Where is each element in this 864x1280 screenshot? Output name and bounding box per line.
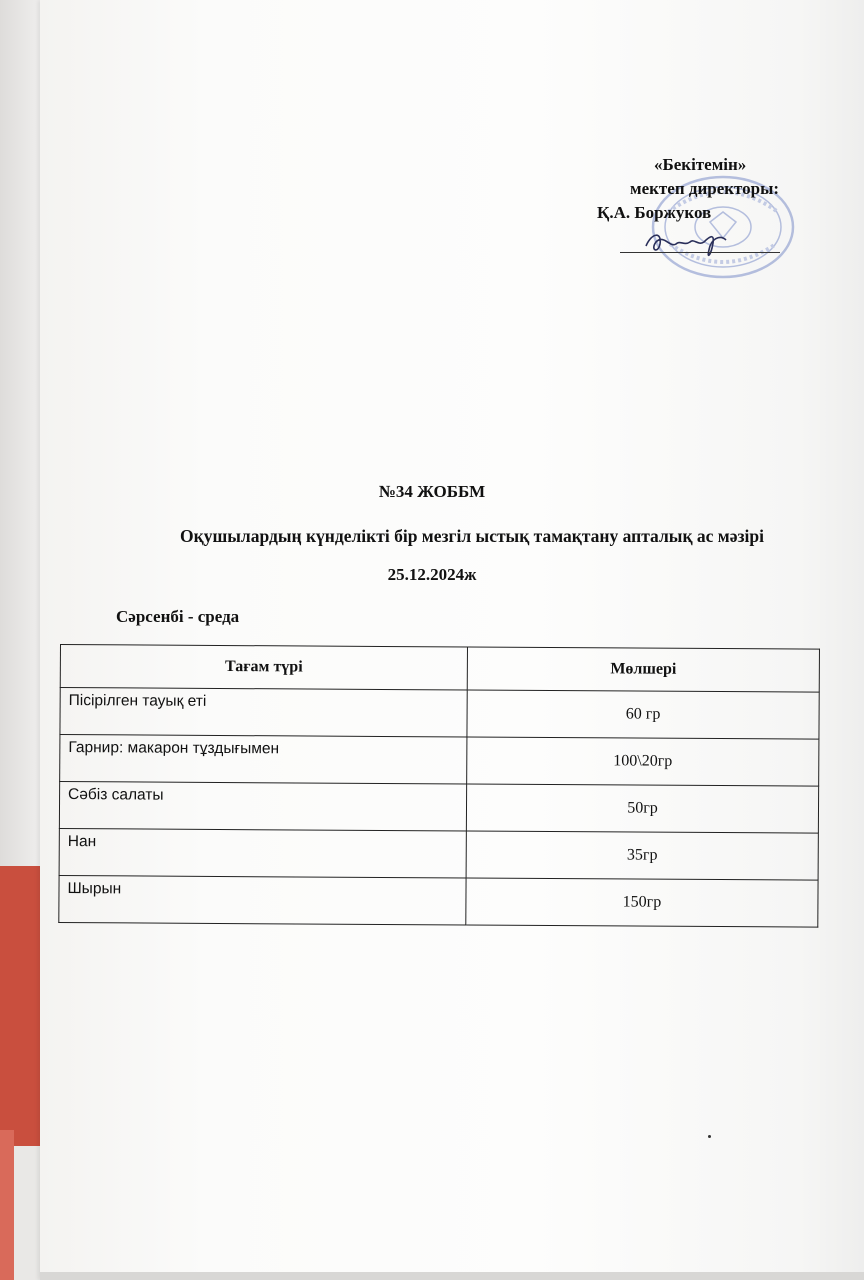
- approval-director-name: Қ.А. Боржуков: [597, 203, 712, 222]
- dish-amount: 60 гр: [467, 690, 819, 739]
- table-header-row: [60, 645, 819, 693]
- table-row: [60, 688, 819, 740]
- table-row: [60, 735, 819, 787]
- table-row: [59, 828, 818, 880]
- dish-amount: 150гр: [466, 878, 818, 927]
- background-red-strip-lower: [0, 1130, 14, 1280]
- dish-name: Шырын: [59, 875, 466, 924]
- approval-position: мектеп директоры:: [630, 179, 780, 198]
- signature-line: [620, 252, 780, 253]
- dish-name: Сәбіз салаты: [59, 782, 466, 831]
- school-name: №34 ЖОББМ: [378, 482, 486, 501]
- dish-amount: 35гр: [466, 831, 818, 880]
- dish-name: Нан: [59, 828, 466, 877]
- background-red-strip: [0, 866, 40, 1146]
- handwritten-signature-icon: [640, 222, 730, 262]
- table-row: [59, 875, 818, 927]
- header-amount: Мөлшері: [467, 647, 819, 692]
- dish-amount: 100\20гр: [467, 737, 819, 786]
- header-dish-type: Тағам түрі: [60, 645, 467, 690]
- menu-table: [58, 644, 820, 928]
- approval-title: «Бекітемін»: [654, 155, 747, 174]
- dish-name: Гарнир: макарон тұздығымен: [60, 735, 467, 784]
- paper-speck: [708, 1135, 711, 1138]
- weekday-label: Сәрсенбі - среда: [116, 607, 240, 626]
- page-bottom-edge: [40, 1272, 864, 1280]
- dish-amount: 50гр: [466, 784, 818, 833]
- menu-date: 25.12.2024ж: [387, 565, 477, 584]
- table-row: [59, 782, 818, 834]
- document-title: Оқушылардың күнделікті бір мезгіл ыстық тамақтану апталық ас мәзірі: [180, 526, 764, 546]
- dish-name: Пісірілген тауық еті: [60, 688, 467, 737]
